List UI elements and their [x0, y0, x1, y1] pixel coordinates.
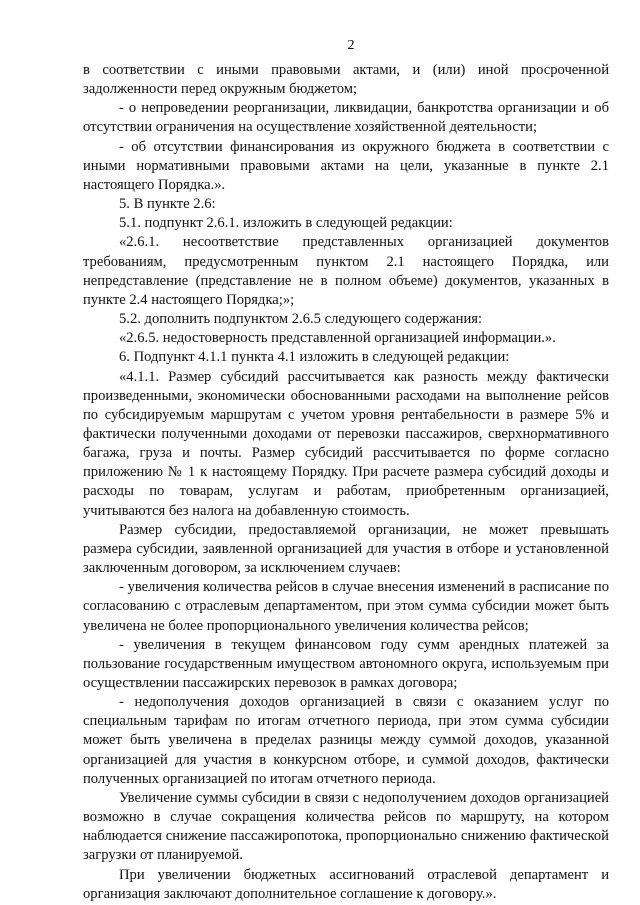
paragraph-clause-4-1-1: «4.1.1. Размер субсидий рассчитывается как разность между фактически произведенными, экономически обоснованными расходами на выполнение рейсов по субсидируемым маршрутам с учетом уровня рентабельности в размере 5% и фактически полученными доходами от перевозки пассажиров, сверхнормативного багажа, груза и почты. Размер субсидий рассчитывается по форме согласно приложению № 1 к настоящему Порядку. При расчете размера субсидий доходы и расходы по товарам, услугам и работам, приобретенным организацией, учитываются без налога на добавленную стоимость.: [83, 368, 609, 519]
paragraph-exception-tariffs: - недополучения доходов организацией в связи с оказанием услуг по специальным тарифам по итогам отчетного периода, при этом сумма субсидии может быть увеличена в пределах разницы между суммой доходов, указанной организацией для участия в конкурсном отборе, и суммой доходов, фактически полученных организацией по итогам отчетного периода.: [83, 694, 609, 787]
paragraph-additional-agreement: При увеличении бюджетных ассигнований отраслевой департамент и организация заключают дополнительное соглашение к договору.».: [83, 866, 609, 902]
paragraph-item-6: 6. Подпункт 4.1.1 пункта 4.1 изложить в следующей редакции:: [119, 349, 510, 366]
paragraph-no-funding: - об отсутствии финансирования из окружного бюджета в соответствии с иными нормативными правовыми актами на цели, указанные в пункте 2.1 настоящего Порядка.».: [83, 138, 609, 193]
document-body: [83, 61, 609, 904]
paragraph-subsidy-limit: Размер субсидии, предоставляемой организации, не может превышать размера субсидии, заявленной организацией для участия в отборе и установленной заключенным договором, за исключением случаев:: [83, 521, 609, 577]
page-number: 2: [347, 38, 355, 53]
paragraph-item-5-1: 5.1. подпункт 2.6.1. изложить в следующей редакции:: [119, 215, 453, 232]
paragraph-clause-2-6-5: «2.6.5. недостоверность представленной организацией информации.».: [119, 330, 556, 347]
paragraph-debt-continuation: в соответствии с иными правовыми актами, и (или) иной просроченной задолженности перед окружным бюджетом;: [83, 62, 609, 98]
paragraph-item-5-2: 5.2. дополнить подпунктом 2.6.5 следующего содержания:: [119, 311, 483, 328]
paragraph-clause-2-6-1: «2.6.1. несоответствие представленных организацией документов требованиям, предусмотренным пунктом 2.1 настоящего Порядка, или непредставление (представление не в полном объеме) документов, указанных в пункте 2.4 настоящего Порядка;»;: [83, 234, 609, 308]
paragraph-item-5: 5. В пункте 2.6:: [119, 196, 216, 213]
paragraph-no-reorganization: - о непроведении реорганизации, ликвидации, банкротства организации и об отсутствии ограничения на осуществление хозяйственной деятельности;: [83, 100, 609, 136]
paragraph-subsidy-increase: Увеличение суммы субсидии в связи с недополучением доходов организацией возможно в случае сокращения количества рейсов по маршруту, на котором наблюдается снижение пассажиропотока, пропорционально снижению фактической загрузки от планируемой.: [83, 789, 609, 864]
paragraph-exception-rent: - увеличения в текущем финансовом году сумм арендных платежей за пользование государственным имуществом автономного округа, используемым при осуществлении пассажирских перевозок в рамках договора;: [83, 636, 609, 691]
paragraph-exception-trips: - увеличения количества рейсов в случае внесения изменений в расписание по согласованию с отраслевым департаментом, при этом сумма субсидии может быть увеличена не более пропорционального увеличения количества рейсов;: [83, 579, 609, 634]
